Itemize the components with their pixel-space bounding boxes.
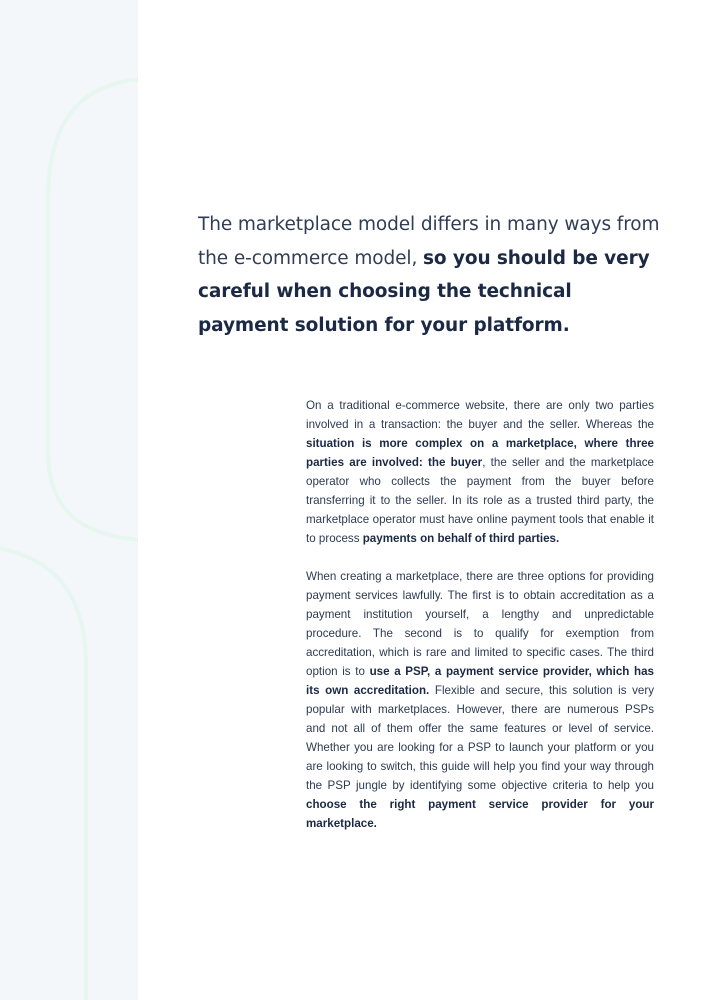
- paragraph-2-bold-2: choose the right payment service provider for your marketplace.: [306, 798, 654, 830]
- paragraph-1-bold-2: payments on behalf of third parties.: [362, 532, 560, 545]
- paragraph-2-text-2: Flexible and secure, this solution is very popular with marketplaces. However, there are numerous PSPs and not all of them offer the same features or level of service. Whether you are looking for a PSP to launch your platform or you are looking to switch, this guide will help you find your way through the PSP jungle by identifying some objective criteria to help you: [306, 684, 654, 792]
- side-panel: [0, 0, 138, 1000]
- decorative-arc-bottom: [0, 545, 86, 1000]
- paragraph-2: [306, 567, 654, 833]
- intro-bold-text: so you should be very careful when choosing the technical payment solution for your platform.: [198, 247, 650, 336]
- decorative-arc-top: [48, 78, 138, 540]
- paragraph-1-text-2: , the seller and the marketplace operator who collects the payment from the buyer before transferring it to the seller. In its role as a trusted third party, the marketplace operator must have online payment tools that enable it to process: [306, 456, 654, 545]
- paragraph-1-bold-1: situation is more complex on a marketplace, where three parties are involved: the buyer: [306, 437, 654, 469]
- intro-text: The marketplace model differs in many ways from the e-commerce model,: [198, 214, 660, 269]
- decorative-curves: [0, 0, 138, 1000]
- paragraph-2-text-1: When creating a marketplace, there are three options for providing payment services lawfully. The first is to obtain accreditation as a payment institution yourself, a lengthy and unpredictable procedure. The second is to qualify for exemption from accreditation, which is rare and limited to specific cases. The third option is to: [306, 570, 654, 678]
- paragraph-1-text-1: On a traditional e-commerce website, there are only two parties involved in a transaction: the buyer and the seller. Whereas the: [306, 399, 654, 431]
- paragraph-2-bold-1: use a PSP, a payment service provider, which has its own accreditation.: [306, 665, 654, 697]
- intro-heading: [198, 208, 668, 342]
- body-text: [306, 396, 654, 852]
- paragraph-1: [306, 396, 654, 548]
